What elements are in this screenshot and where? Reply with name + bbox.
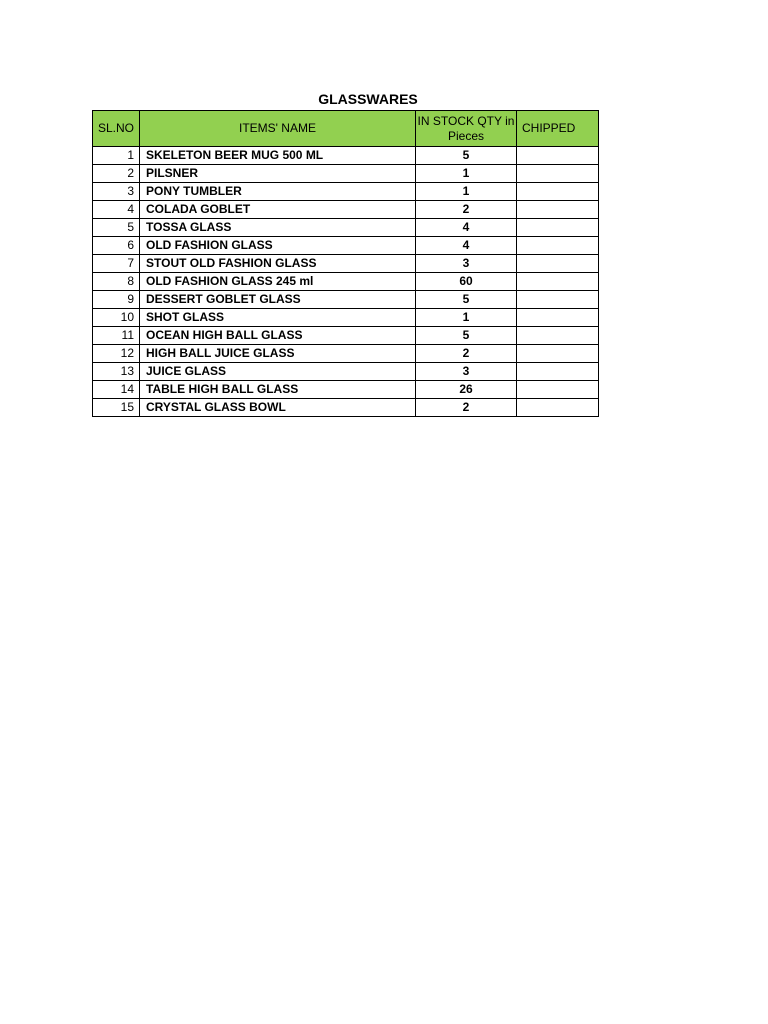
cell-item-name[interactable]: SHOT GLASS [140, 309, 416, 327]
cell-chipped[interactable] [517, 165, 599, 183]
cell-qty[interactable]: 1 [416, 183, 517, 201]
header-row [93, 111, 599, 147]
cell-slno[interactable]: 9 [93, 291, 140, 309]
header-slno: SL.NO [93, 111, 140, 147]
header-chipped: CHIPPED [517, 111, 599, 147]
glassware-table [92, 110, 599, 417]
cell-item-name[interactable]: OLD FASHION GLASS 245 ml [140, 273, 416, 291]
cell-qty[interactable]: 5 [416, 147, 517, 165]
cell-slno[interactable]: 13 [93, 363, 140, 381]
cell-qty[interactable]: 5 [416, 291, 517, 309]
table-row [93, 291, 599, 309]
cell-qty[interactable]: 1 [416, 165, 517, 183]
cell-qty[interactable]: 4 [416, 237, 517, 255]
cell-chipped[interactable] [517, 399, 599, 417]
cell-chipped[interactable] [517, 309, 599, 327]
cell-item-name[interactable]: TABLE HIGH BALL GLASS [140, 381, 416, 399]
cell-slno[interactable]: 10 [93, 309, 140, 327]
cell-qty[interactable]: 2 [416, 399, 517, 417]
table-row [93, 237, 599, 255]
header-items-name: ITEMS' NAME [140, 111, 416, 147]
cell-slno[interactable]: 7 [93, 255, 140, 273]
cell-chipped[interactable] [517, 363, 599, 381]
table-row [93, 273, 599, 291]
cell-chipped[interactable] [517, 291, 599, 309]
cell-item-name[interactable]: DESSERT GOBLET GLASS [140, 291, 416, 309]
cell-slno[interactable]: 1 [93, 147, 140, 165]
cell-chipped[interactable] [517, 273, 599, 291]
cell-item-name[interactable]: PONY TUMBLER [140, 183, 416, 201]
cell-slno[interactable]: 4 [93, 201, 140, 219]
cell-chipped[interactable] [517, 381, 599, 399]
cell-item-name[interactable]: TOSSA GLASS [140, 219, 416, 237]
cell-slno[interactable]: 5 [93, 219, 140, 237]
cell-chipped[interactable] [517, 255, 599, 273]
cell-chipped[interactable] [517, 147, 599, 165]
cell-qty[interactable]: 2 [416, 201, 517, 219]
cell-item-name[interactable]: OCEAN HIGH BALL GLASS [140, 327, 416, 345]
cell-slno[interactable]: 15 [93, 399, 140, 417]
table-row [93, 381, 599, 399]
table-row [93, 345, 599, 363]
cell-chipped[interactable] [517, 183, 599, 201]
cell-item-name[interactable]: OLD FASHION GLASS [140, 237, 416, 255]
cell-chipped[interactable] [517, 345, 599, 363]
cell-chipped[interactable] [517, 327, 599, 345]
cell-item-name[interactable]: JUICE GLASS [140, 363, 416, 381]
cell-qty[interactable]: 3 [416, 255, 517, 273]
cell-qty[interactable]: 1 [416, 309, 517, 327]
cell-qty[interactable]: 26 [416, 381, 517, 399]
cell-item-name[interactable]: HIGH BALL JUICE GLASS [140, 345, 416, 363]
cell-slno[interactable]: 3 [93, 183, 140, 201]
table-row [93, 201, 599, 219]
cell-item-name[interactable]: STOUT OLD FASHION GLASS [140, 255, 416, 273]
cell-slno[interactable]: 8 [93, 273, 140, 291]
cell-slno[interactable]: 2 [93, 165, 140, 183]
cell-slno[interactable]: 12 [93, 345, 140, 363]
table-row [93, 183, 599, 201]
cell-slno[interactable]: 6 [93, 237, 140, 255]
table-row [93, 219, 599, 237]
table-row [93, 327, 599, 345]
header-in-stock-qty: IN STOCK QTY in Pieces [416, 111, 517, 147]
sheet-title: GLASSWARES [318, 91, 418, 107]
table-row [93, 399, 599, 417]
cell-slno[interactable]: 11 [93, 327, 140, 345]
cell-item-name[interactable]: PILSNER [140, 165, 416, 183]
cell-qty[interactable]: 2 [416, 345, 517, 363]
spreadsheet-page [92, 88, 598, 417]
cell-chipped[interactable] [517, 219, 599, 237]
cell-qty[interactable]: 60 [416, 273, 517, 291]
cell-item-name[interactable]: COLADA GOBLET [140, 201, 416, 219]
table-row [93, 165, 599, 183]
cell-qty[interactable]: 5 [416, 327, 517, 345]
table-row [93, 255, 599, 273]
cell-chipped[interactable] [517, 201, 599, 219]
cell-item-name[interactable]: SKELETON BEER MUG 500 ML [140, 147, 416, 165]
cell-qty[interactable]: 3 [416, 363, 517, 381]
table-row [93, 363, 599, 381]
table-row [93, 309, 599, 327]
cell-chipped[interactable] [517, 237, 599, 255]
cell-qty[interactable]: 4 [416, 219, 517, 237]
table-row [93, 147, 599, 165]
cell-item-name[interactable]: CRYSTAL GLASS BOWL [140, 399, 416, 417]
cell-slno[interactable]: 14 [93, 381, 140, 399]
